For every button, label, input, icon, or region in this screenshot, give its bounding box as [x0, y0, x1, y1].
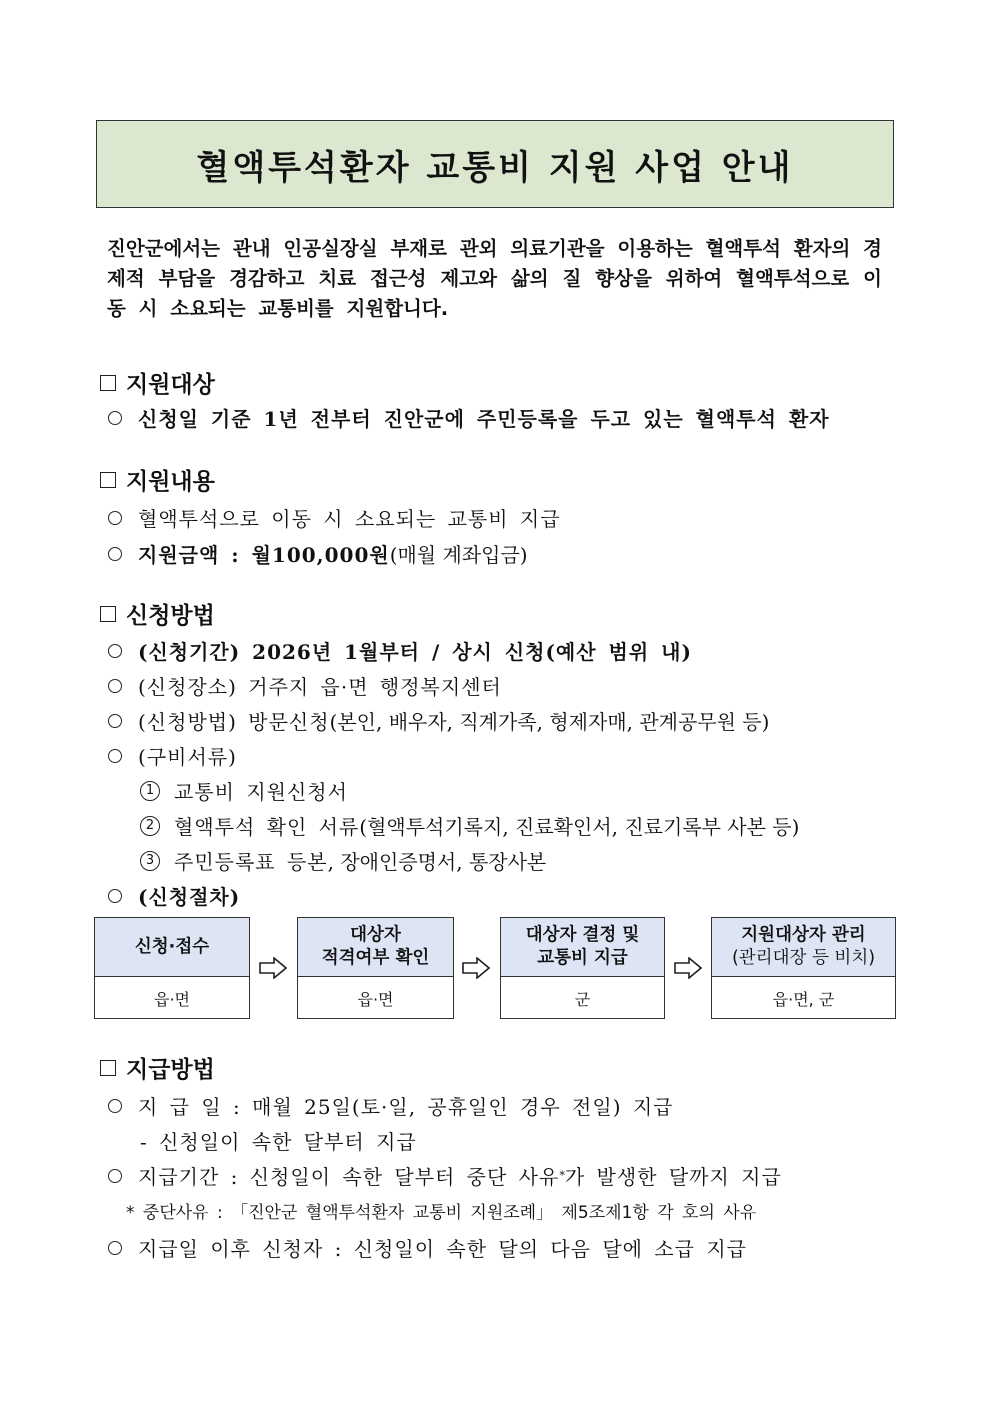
flow-step-1	[94, 917, 250, 1019]
doc-item-1: 1 교통비 지원신청서	[140, 776, 348, 805]
hollow-right-arrow-icon	[462, 957, 490, 979]
flow-step-3-title2: 교통비 지급	[537, 948, 628, 968]
square-icon	[100, 472, 116, 488]
circle-bullet-icon	[108, 644, 122, 658]
number-3-icon: 3	[140, 851, 160, 871]
flow-step-3	[500, 917, 665, 1019]
method-procedure-label: (신청절차)	[108, 881, 240, 910]
flow-step-2	[297, 917, 454, 1019]
number-2-icon: 2	[140, 816, 160, 836]
footnote-mark: *	[559, 1169, 565, 1182]
circle-bullet-icon	[108, 749, 122, 763]
section-content-heading: 지원내용	[100, 463, 215, 496]
payment-day-sub: - 신청일이 속한 달부터 지급	[140, 1130, 417, 1154]
hollow-right-arrow-icon	[674, 957, 702, 979]
circle-bullet-icon	[108, 411, 122, 425]
square-icon	[100, 1060, 116, 1076]
flow-step-2-title: 대상자	[350, 925, 401, 945]
section-payment-heading: 지급방법	[100, 1051, 215, 1084]
circle-bullet-icon	[108, 1099, 122, 1113]
doc-item-3: 3 주민등록표 등본 , 장애인증명서, 통장사본	[140, 846, 546, 875]
circle-bullet-icon	[108, 547, 122, 561]
hollow-right-arrow-icon	[259, 957, 287, 979]
page-title-text: 혈액투석환자 교통비 지원 사업 안내	[196, 147, 794, 188]
page-title	[96, 120, 894, 208]
section-method-heading: 신청방법	[100, 597, 215, 630]
flow-step-1-who: 읍·면	[154, 990, 190, 1009]
payment-after: 지급일 이후 신청자 : 신청일이 속한 달의 다음 달에 소급 지급	[108, 1233, 747, 1262]
method-how: (신청방법) 방문신청 (본인, 배우자, 직계가족, 형제자매, 관계공무원 등)	[108, 706, 769, 735]
circle-bullet-icon	[108, 511, 122, 525]
number-1-icon: 1	[140, 781, 160, 801]
payment-period: 지급기간 : 신청일이 속한 달부터 중단 사유 * 가 발생한 달까지 지급	[108, 1161, 782, 1190]
flow-step-1-title: 신청·접수	[134, 936, 210, 957]
content-item-1: 혈액투석으로 이동 시 소요되는 교통비 지급	[108, 503, 561, 532]
flow-step-3-who: 군	[574, 990, 591, 1009]
square-icon	[100, 606, 116, 622]
doc-item-2: 2 혈액투석 확인 서류 (혈액투석기록지, 진료확인서, 진료기록부 사본 등)	[140, 811, 799, 840]
section-target-heading: 지원대상	[100, 366, 215, 399]
circle-bullet-icon	[108, 714, 122, 728]
circle-bullet-icon	[108, 679, 122, 693]
method-period: (신청기간) 2026년 1월부터 / 상시 신청(예산 범위 내)	[108, 636, 692, 665]
flow-step-4-who: 읍·면, 군	[772, 990, 835, 1009]
target-item: 신청일 기준 1년 전부터 진안군에 주민등록을 두고 있는 혈액투석 환자	[108, 403, 830, 432]
square-icon	[100, 375, 116, 391]
intro-paragraph: 진안군에서는 관내 인공실장실 부재로 관외 의료기관을 이용하는 혈액투석 환자의 경제적 부담을 경감하고 치료 접근성 제고와 삶의 질 향상을 위하여 혈액투석으로 이동 시 소요되는 교통비를 지원합니다.	[107, 237, 882, 320]
flow-step-2-who: 읍·면	[357, 990, 394, 1009]
flow-step-3-title: 대상자 결정 및	[525, 925, 640, 945]
circle-bullet-icon	[108, 889, 122, 903]
payment-footnote: * 중단사유 : 「진안군 혈액투석환자 교통비 지원조례」 제5조제1항 각 호의 사유	[126, 1203, 757, 1223]
flow-step-4-title2: (관리대장 등 비치)	[731, 948, 876, 968]
circle-bullet-icon	[108, 1169, 122, 1183]
flow-step-4-title: 지원대상자 관리	[741, 925, 866, 945]
payment-day: 지 급 일 : 매월 25일(토·일, 공휴일인 경우 전일) 지급	[108, 1091, 674, 1120]
method-place: (신청장소) 거주지 읍·면 행정복지센터	[108, 671, 502, 700]
flow-step-4	[711, 917, 896, 1019]
content-item-2: 지원금액 : 월100,000원 (매월 계좌입금)	[108, 539, 528, 568]
method-docs-label: (구비서류)	[108, 741, 237, 770]
circle-bullet-icon	[108, 1241, 122, 1255]
flow-step-2-title2: 적격여부 확인	[321, 948, 430, 968]
